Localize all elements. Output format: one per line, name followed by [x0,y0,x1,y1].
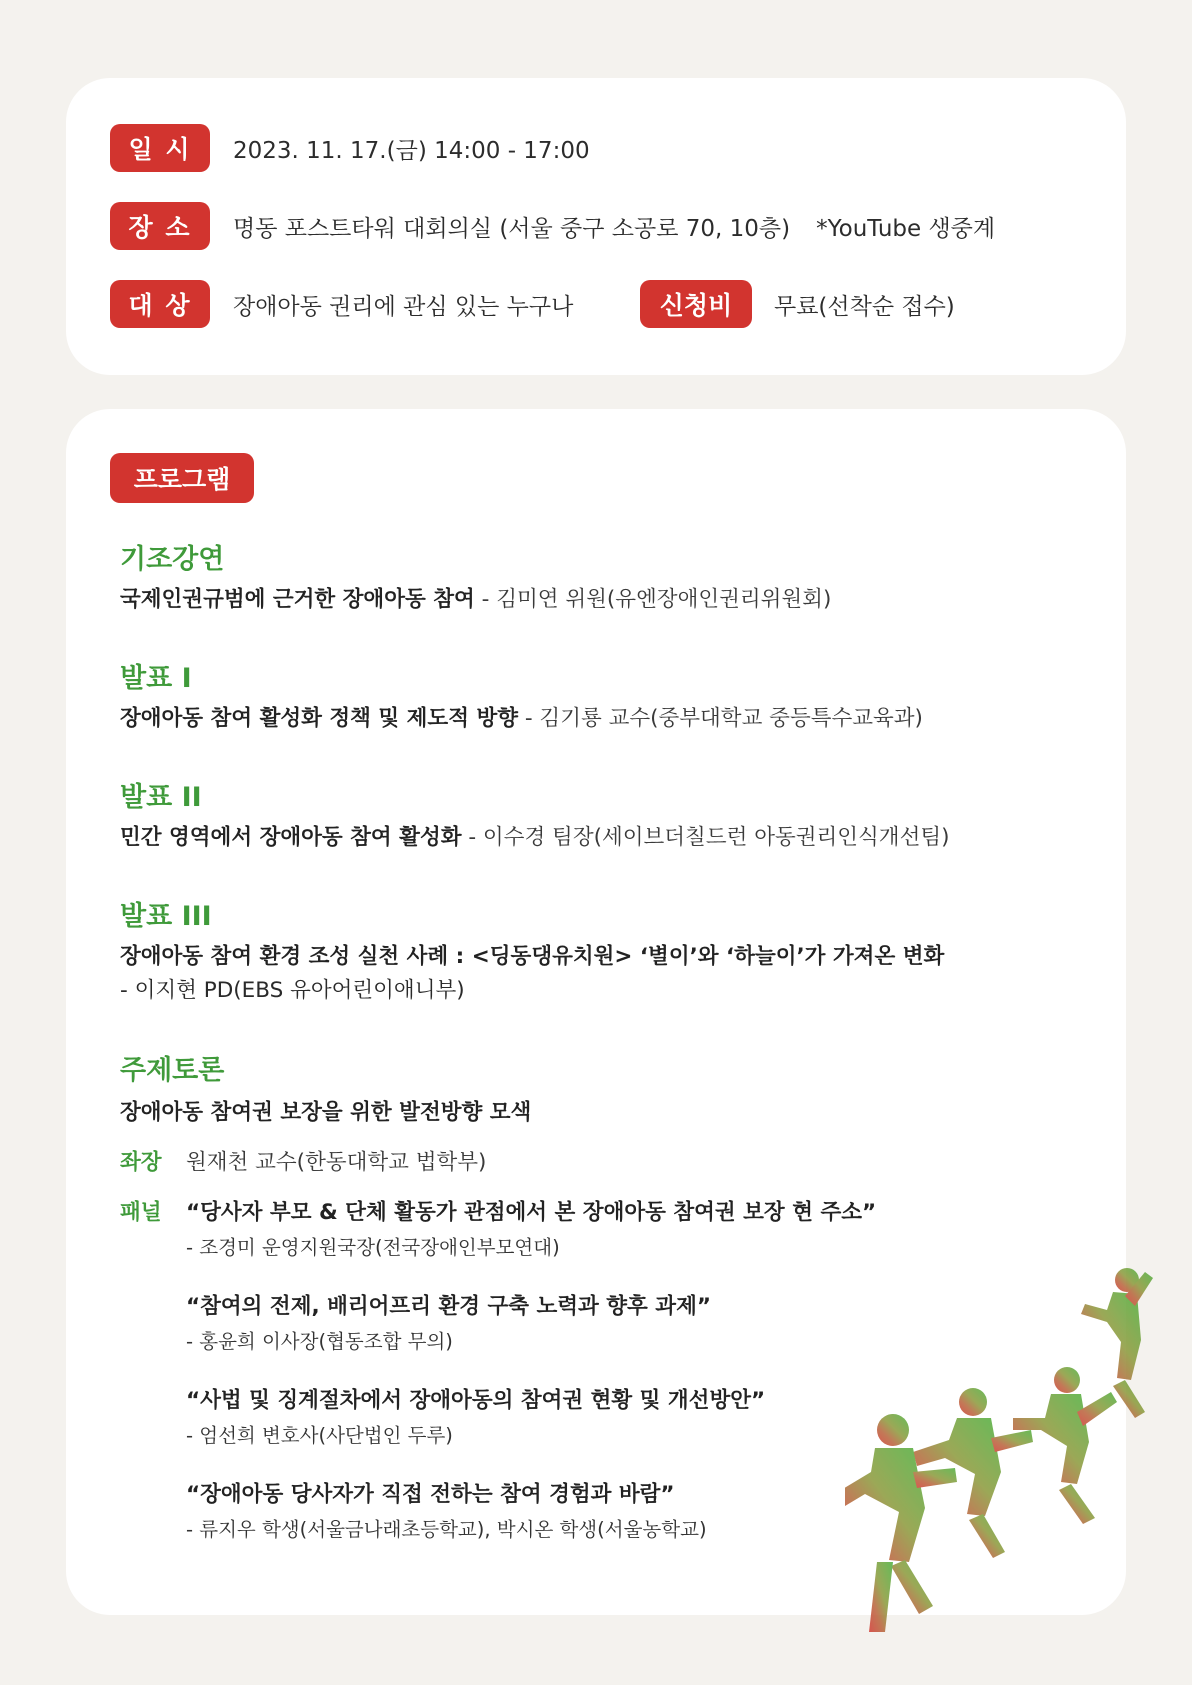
talk3-section [120,897,1086,1009]
place-value [233,210,995,243]
figures-group [845,1268,1153,1632]
place-address: 명동 포스트타워 대회의실 (서울 중구 소공로 70, 10층) [233,215,791,242]
keynote-title: 기조강연 [120,544,225,575]
panel-speaker: - 엄선희 변호사(사단법인 두루) [186,1424,453,1447]
talk2-section [120,778,1086,856]
discussion-topic-line [120,1095,1086,1131]
panel-topic-text: “참여의 전제, 배리어프리 환경 구축 노력과 향후 과제” [186,1294,711,1319]
program-tag: 프로그램 [110,453,254,503]
place-row [110,202,995,250]
place-note: *YouTube 생중계 [816,215,996,242]
panel-item [120,1195,1086,1265]
discussion-topic: 장애아동 참여권 보장을 위한 발전방향 모색 [120,1100,532,1125]
talk3-topic: 장애아동 참여 환경 조성 실천 사례 : <딩동댕유치원> ‘별이’와 ‘하늘이’가 가져온 변화 [120,944,945,969]
fee-value: 무료(선착순 접수) [774,293,955,320]
talk1-line [120,701,1086,737]
talk3-speaker: - 이지현 PD(EBS 유아어린이애니부) [120,978,465,1003]
talk1-topic: 장애아동 참여 활성화 정책 및 제도적 방향 [120,706,518,731]
talk2-topic: 민간 영역에서 장애아동 참여 활성화 [120,825,462,850]
talk1-section [120,659,1086,737]
event-info-card [66,78,1126,375]
panel-label: 패널 [120,1200,162,1225]
chair-row [120,1145,1086,1181]
target-row [110,280,955,328]
panel-topic-text: “사법 및 징계절차에서 장애아동의 참여권 현황 및 개선방안” [186,1388,766,1413]
discussion-title: 주제토론 [120,1055,225,1086]
panel-speaker: - 류지우 학생(서울금나래초등학교), 박시온 학생(서울농학교) [186,1518,707,1541]
chair-label: 좌장 [120,1150,162,1175]
fee-tag: 신청비 [640,280,752,328]
talk1-speaker: - 김기룡 교수(중부대학교 중등특수교육과) [518,706,923,731]
panel-speaker: - 홍윤희 이사장(협동조합 무의) [186,1330,453,1353]
place-tag: 장 소 [110,202,210,250]
date-value: 2023. 11. 17.(금) 14:00 - 17:00 [233,137,590,164]
date-tag: 일 시 [110,124,210,172]
talk3-topic-line [120,939,1086,975]
running-children-illustration-icon [845,1262,1165,1682]
panel-topic [186,1195,876,1231]
date-row [110,124,590,172]
keynote-topic: 국제인권규범에 근거한 장애아동 참여 [120,587,475,612]
panel-speaker: - 조경미 운영지원국장(전국장애인부모연대) [186,1236,560,1259]
talk2-title: 발표 II [120,782,202,813]
talk3-title: 발표 III [120,901,212,932]
chair-value: 원재천 교수(한동대학교 법학부) [186,1150,487,1175]
keynote-line [120,582,1086,618]
panel-topic-text: “당사자 부모 & 단체 활동가 관점에서 본 장애아동 참여권 보장 현 주소” [186,1200,877,1225]
talk1-title: 발표 I [120,663,192,694]
keynote-speaker: - 김미연 위원(유엔장애인권리위원회) [474,587,832,612]
talk2-speaker: - 이수경 팀장(세이브더칠드런 아동권리인식개선팀) [461,825,950,850]
talk2-line [120,820,1086,856]
keynote-section [120,540,1086,618]
target-value: 장애아동 권리에 관심 있는 누구나 [233,293,574,320]
panel-topic-text: “장애아동 당사자가 직접 전하는 참여 경험과 바람” [186,1482,675,1507]
target-tag: 대 상 [110,280,210,328]
